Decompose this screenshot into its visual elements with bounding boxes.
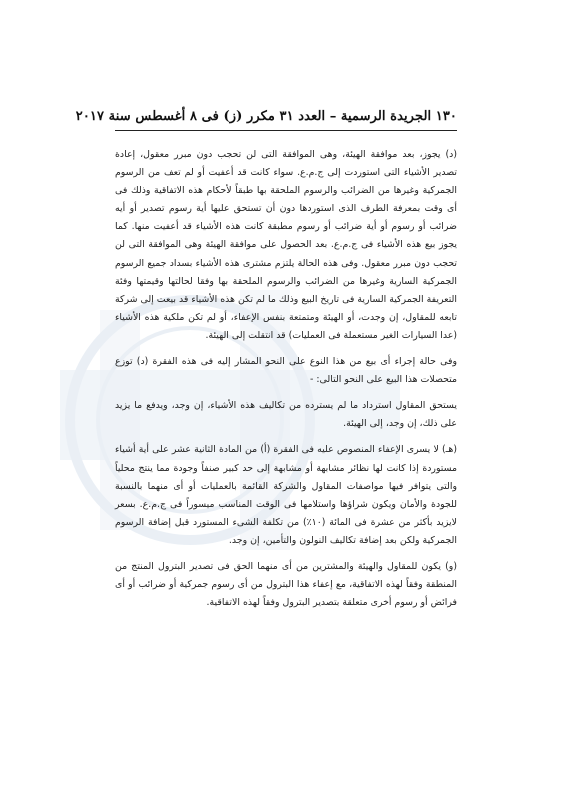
- paragraph-w: (و) يكون للمقاول والهيئة والمشترين من أى منهما الحق فى تصدير البترول المنتج من المنطقة وفقاً لهذه الاتفاقية، مع إعفاء هذا البترول من أى رسوم جمركية أو ضرائب أو أى فرائض أو رسوم أخرى متعلقة بتصدير البترول وفقاً لهذه الاتفاقية.: [115, 560, 457, 609]
- paragraph-sale-distribution: وفى حالة إجراء أى بيع من هذا النوع على النحو المشار إليه فى هذه الفقرة (د) توزع متحصلات هذا البيع على النحو التالى: -: [115, 356, 457, 386]
- paragraph-d: (د) يجوز، بعد موافقة الهيئة، وهى الموافقة التى لن تحجب دون مبرر معقول، إعادة تصدير الأشياء التى استوردت إلى ج.م.ع. سواء كانت قد أعفيت أو لم تعف من الرسوم الجمركية وغيرها من الضرائب والرسوم الملحقة بها طبقاً لأحكام هذه الاتفاقية وذلك فى أى وقت بمعرفة الطرف الذى استوردها دون أن تستحق عليها أية رسوم تصدير أو أيه ضرائب أو رسوم أو أية ضرائب أو رسوم مطبقة كانت هذه الأشياء قد أعفيت منها. كما يجوز بيع هذه الأشياء فى ج.م.ع. بعد الحصول على موافقة الهيئة وهى الموافقة التى لن تحجب دون مبرر معقول. وفى هذه الحالة يلتزم مشترى هذه الأشياء بسداد جميع الرسوم الجمركية السارية وغيرها من الضرائب والرسوم الملحقة بها وفقا لحالتها وقيمتها وفئة التعريفة الجمركية السارية فى تاريخ البيع وذلك ما لم تكن هذه الأشياء قد بيعت إلى شركة تابعه للمقاول، إن وجدت، أو الهيئة ومتمتعة بنفس الإعفاء، أو لم تكن ملكية هذه الأشياء (عدا السيارات الغير مستعملة فى العمليات) قد انتقلت إلى الهيئة.: [115, 149, 457, 341]
- paragraph-h: (هـ) لا يسرى الإعفاء المنصوص عليه فى الفقرة (أ) من المادة الثانية عشر على أية أشياء مستوردة إذا كانت لها نظائر مشابهة أو مشابهة إلى حد كبير صنفاً وجودة مما ينتج محلياً والتى يتوافر فيها مواصفات المقاول والشركة القائمة بالعمليات أو أى منهما بالنسبة للجودة والأمان ويكون شراؤها واستلامها فى الوقت المناسب ميسوراً فى ج.م.ع. بسعر لايزيد بأكثر من عشرة فى المائة (١٠٪) من تكلفة الشىء المستورد قبل إضافة الرسوم الجمركية ولكن بعد إضافة تكاليف النولون والتأمين، إن وجد.: [115, 444, 457, 546]
- paragraph-contractor-recovery: يستحق المقاول استرداد ما لم يسترده من تكاليف هذه الأشياء، إن وجد، ويدفع ما يزيد على ذلك، إن وجد، إلى الهيئة.: [115, 400, 457, 430]
- page-header: ١٣٠ الجريدة الرسمية – العدد ٣١ مكرر (ز) فى ٨ أغسطس سنة ٢٠١٧: [115, 104, 457, 131]
- document-body: [115, 146, 457, 616]
